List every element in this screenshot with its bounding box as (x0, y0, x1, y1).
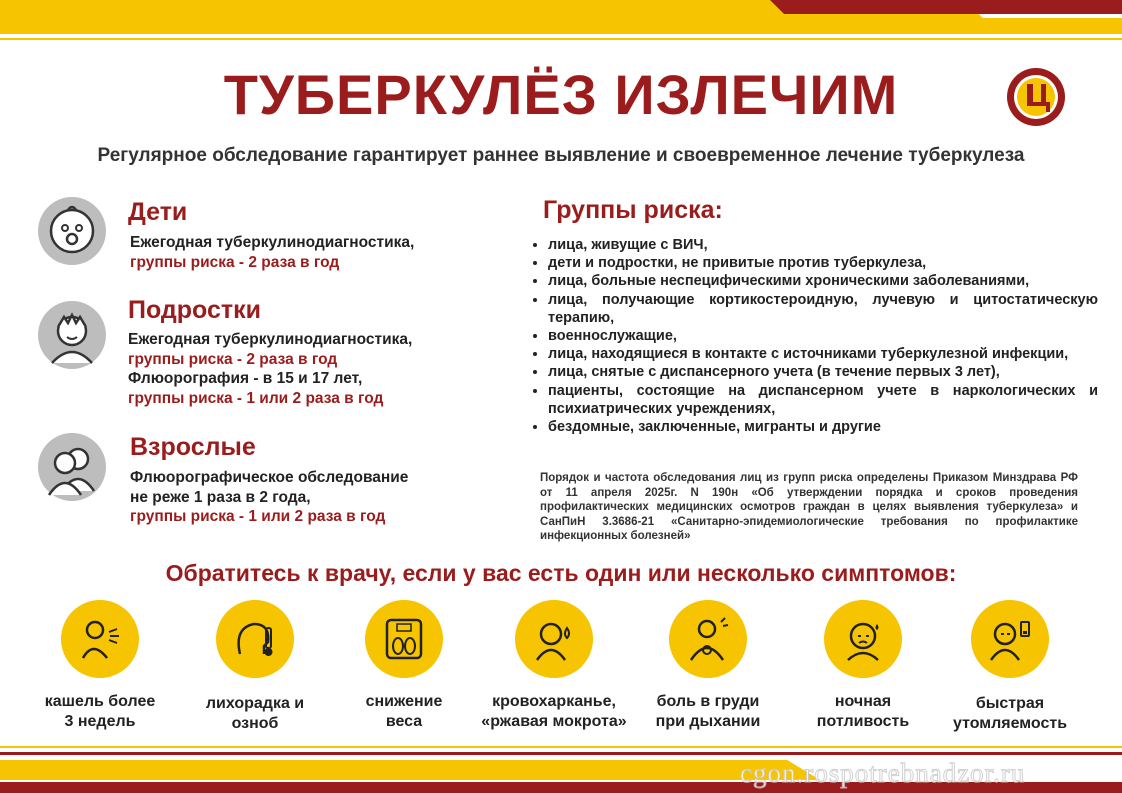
group-line-accent: группы риска - 2 раза в год (128, 350, 338, 368)
symptom-fatigue (930, 600, 1090, 734)
baby-icon (38, 197, 106, 265)
top-thin-line (0, 38, 1122, 40)
group-heading-teens: Подростки (128, 296, 262, 324)
list-item: • военнослужащие, (548, 327, 1098, 345)
group-line: Ежегодная туберкулинодиагностика, (130, 234, 415, 251)
fatigue-icon (971, 600, 1049, 678)
list-item: • лица, снятые с диспансерного учета (в течение первых 3 лет), (548, 363, 1098, 381)
list-item: • бездомные, заключенные, мигранты и другие (548, 418, 1098, 436)
symptom-chest-pain (628, 600, 788, 732)
bottom-thin-line-yellow (0, 746, 1122, 748)
chest-pain-icon (669, 600, 747, 678)
bottom-thin-line-red (0, 752, 1122, 755)
symptom-label: кровохарканье, «ржавая мокрота» (481, 693, 627, 730)
list-item: • дети и подростки, не привитые против туберкулеза, (548, 254, 1098, 272)
page-title: ТУБЕРКУЛЁЗ ИЗЛЕЧИМ (223, 63, 899, 126)
risk-groups-list (532, 236, 1098, 436)
group-line: Ежегодная туберкулинодиагностика, (128, 331, 413, 348)
symptom-night-sweats (783, 600, 943, 732)
list-item: • лица, находящиеся в контакте с источниками туберкулезной инфекции, (548, 345, 1098, 363)
group-line-accent: группы риска - 2 раза в год (130, 253, 340, 271)
top-stripe-red (770, 0, 1122, 14)
rospotrebnadzor-logo (1005, 66, 1067, 128)
group-line: Флюорографическое обследование (130, 469, 409, 486)
list-item: • лица, получающие кортикостероидную, лучевую и цитостатическую терапию, (548, 291, 1098, 327)
group-line-accent: группы риска - 1 или 2 раза в год (128, 389, 384, 407)
symptom-label: боль в груди при дыхании (655, 693, 761, 730)
cough-icon (61, 600, 139, 678)
list-item: • лица, живущие с ВИЧ, (548, 236, 1098, 254)
list-item: • пациенты, состоящие на диспансерном учете в наркологических и психиатрических учреждениях, (548, 382, 1098, 418)
symptom-hemoptysis (474, 600, 634, 732)
group-line: Флюорография - в 15 и 17 лет, (128, 370, 363, 387)
group-line-accent: группы риска - 1 или 2 раза в год (130, 508, 386, 525)
group-heading-children: Дети (128, 198, 188, 226)
symptom-label: ночная потливость (816, 693, 910, 730)
scale-icon (365, 600, 443, 678)
symptom-label: снижение веса (365, 693, 443, 730)
adults-icon (38, 433, 106, 501)
symptom-label: кашель более 3 недель (44, 693, 156, 730)
top-stripe-yellow-right (850, 18, 1122, 34)
bottom-stripe-yellow (0, 760, 820, 780)
symptoms-heading: Обратитесь к врачу, если у вас есть один или несколько симптомов: (165, 560, 957, 586)
group-text-children (130, 233, 414, 272)
risk-groups-title: Группы риска: (543, 196, 723, 224)
group-line: не реже 1 раза в 2 года, (130, 488, 311, 506)
group-heading-adults: Взрослые (130, 433, 256, 461)
symptom-label: быстрая утомляемость (952, 695, 1068, 732)
sweat-icon (824, 600, 902, 678)
fever-icon (216, 600, 294, 678)
symptom-cough (20, 600, 180, 732)
teen-icon (38, 301, 106, 369)
symptom-fever (175, 600, 335, 734)
page-subtitle: Регулярное обследование гарантирует раннее выявление и своевременное лечение туберкулеза (97, 145, 1025, 166)
website-watermark: cgon.rospotrebnadzor.ru (740, 758, 1026, 788)
list-item: • лица, больные неспецифическими хроническими заболеваниями, (548, 272, 1098, 290)
legal-note: Порядок и частота обследования лиц из групп риска определены Приказом Минздрава РФ от 11 апреля 2025г. N 190н «Об утверждении порядка и сроков проведения профилактических медицинских осмотров граждан в целях выявления туберкулеза» и СанПиН 3.3686-21 «Санитарно-эпидемиологические требования по профилактике инфекционных болезней» (540, 472, 1078, 542)
symptom-weight-loss (324, 600, 484, 732)
hemoptysis-icon (515, 600, 593, 678)
group-text-adults (130, 468, 408, 527)
group-text-teens (128, 330, 412, 408)
symptom-label: лихорадка и озноб (205, 695, 305, 732)
